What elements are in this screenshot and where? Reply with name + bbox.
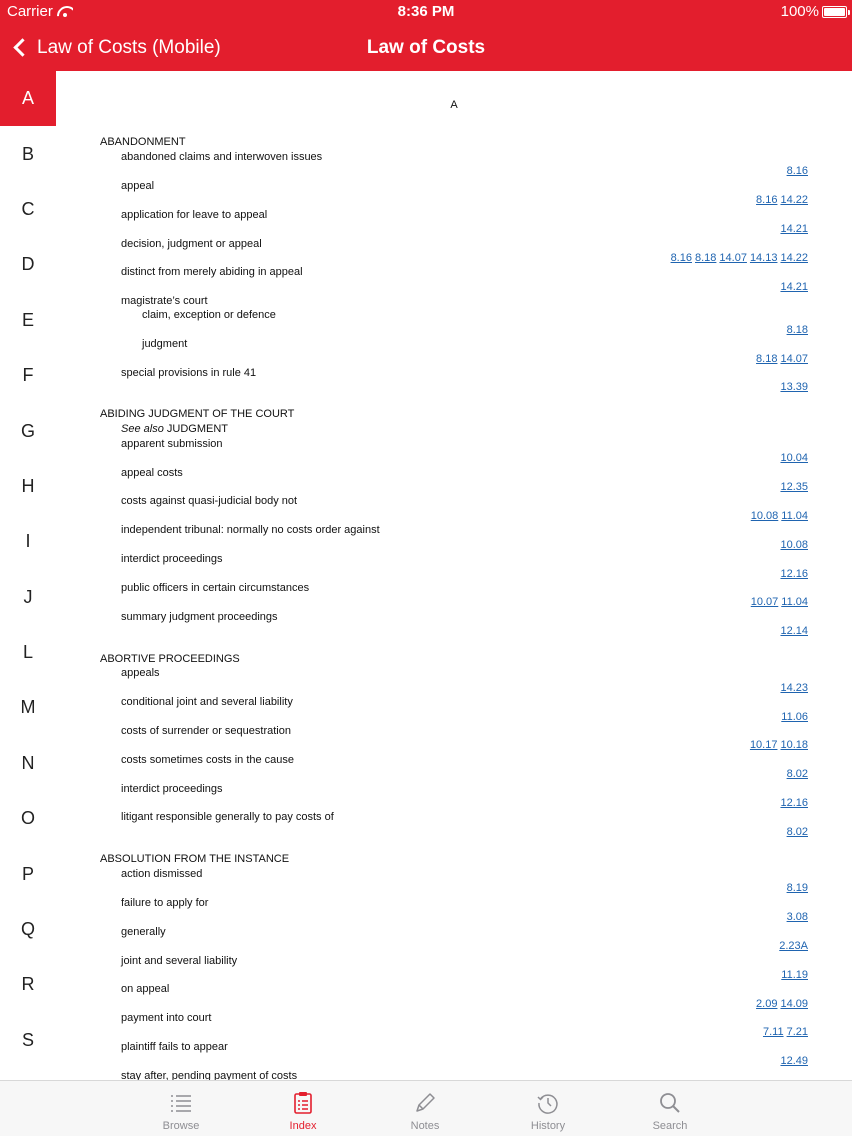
alpha-letter-g[interactable]: G bbox=[20, 420, 35, 441]
index-subentry: appeal costs bbox=[121, 467, 183, 479]
reference-link[interactable]: 12.14 bbox=[780, 625, 808, 637]
reference-link[interactable]: 14.13 bbox=[749, 252, 778, 264]
pencil-icon bbox=[412, 1090, 438, 1116]
index-subentry: decision, judgment or appeal bbox=[121, 238, 262, 250]
reference-links bbox=[777, 539, 808, 551]
reference-link[interactable]: 11.06 bbox=[781, 711, 808, 723]
reference-links bbox=[776, 940, 808, 952]
index-heading: ABSOLUTION FROM THE INSTANCE bbox=[100, 853, 290, 865]
reference-links bbox=[784, 324, 808, 336]
reference-link[interactable]: 8.16 bbox=[756, 194, 778, 206]
back-button[interactable] bbox=[10, 24, 221, 71]
battery-icon bbox=[822, 6, 847, 18]
index-heading: ABIDING JUDGMENT OF THE COURT bbox=[100, 408, 295, 420]
section-letter-heading: A bbox=[450, 99, 458, 111]
reference-links bbox=[777, 797, 808, 809]
reference-links bbox=[777, 381, 808, 393]
index-subentry: action dismissed bbox=[121, 868, 203, 880]
index-heading: ABANDONMENT bbox=[100, 136, 186, 148]
alpha-letter-b[interactable]: B bbox=[21, 143, 34, 164]
index-heading: ABORTIVE PROCEEDINGS bbox=[100, 653, 240, 665]
index-subentry: joint and several liability bbox=[121, 955, 238, 967]
index-subentry: application for leave to appeal bbox=[121, 209, 268, 221]
status-time: 8:36 PM bbox=[397, 3, 455, 20]
reference-link[interactable]: 8.19 bbox=[786, 882, 808, 894]
reference-link[interactable]: 2.09 bbox=[756, 998, 778, 1010]
index-subentry: magistrate’s court bbox=[121, 295, 208, 307]
index-subentry: special provisions in rule 41 bbox=[121, 367, 257, 379]
index-subentry: failure to apply for bbox=[121, 897, 209, 909]
reference-link[interactable]: 12.16 bbox=[780, 797, 808, 809]
reference-link[interactable]: 14.09 bbox=[780, 998, 808, 1010]
alpha-letter-i[interactable]: I bbox=[25, 531, 31, 552]
reference-link[interactable]: 11.19 bbox=[781, 969, 808, 981]
reference-links bbox=[753, 998, 808, 1010]
reference-link[interactable]: 8.18 bbox=[756, 353, 778, 365]
reference-link[interactable]: 14.07 bbox=[719, 252, 747, 264]
reference-links bbox=[753, 194, 808, 206]
tab-label: History bbox=[530, 1120, 566, 1132]
alpha-letter-s[interactable]: S bbox=[21, 1029, 34, 1050]
reference-links bbox=[777, 1055, 808, 1067]
alpha-letter-h[interactable]: H bbox=[21, 475, 35, 496]
alpha-letter-f[interactable]: F bbox=[22, 365, 34, 386]
index-subentry: litigant responsible generally to pay costs of bbox=[121, 811, 334, 823]
index-subentry: appeals bbox=[121, 667, 160, 679]
reference-link[interactable]: 13.39 bbox=[780, 381, 808, 393]
reference-link[interactable]: 8.16 bbox=[670, 252, 692, 264]
reference-links bbox=[668, 252, 808, 264]
index-subentry: costs sometimes costs in the cause bbox=[121, 754, 295, 766]
reference-links bbox=[777, 223, 808, 235]
tab-label: Index bbox=[289, 1120, 317, 1132]
reference-link[interactable]: 8.18 bbox=[694, 252, 717, 264]
reference-link[interactable]: 10.17 bbox=[749, 739, 778, 751]
reference-link[interactable]: 14.21 bbox=[780, 223, 808, 235]
index-subentry: claim, exception or defence bbox=[142, 309, 276, 321]
reference-link[interactable]: 7.11 bbox=[762, 1026, 784, 1038]
reference-link[interactable]: 14.22 bbox=[780, 252, 808, 264]
reference-link[interactable]: 8.16 bbox=[786, 165, 808, 177]
carrier-label: Carrier bbox=[7, 3, 53, 20]
index-subentry: See also JUDGMENT bbox=[121, 423, 228, 435]
index-subentry: interdict proceedings bbox=[121, 783, 223, 795]
reference-link[interactable]: 10.18 bbox=[780, 739, 808, 751]
battery-percent: 100% bbox=[780, 3, 819, 20]
alpha-letter-d[interactable]: D bbox=[21, 254, 35, 275]
reference-link[interactable]: 12.16 bbox=[780, 568, 808, 580]
reference-link[interactable]: 14.22 bbox=[780, 194, 808, 206]
reference-link[interactable]: 10.07 bbox=[750, 596, 779, 608]
alpha-letter-a[interactable]: A bbox=[0, 71, 56, 126]
alpha-letter-j[interactable]: J bbox=[23, 586, 33, 607]
reference-links bbox=[784, 826, 808, 838]
reference-link[interactable]: 10.04 bbox=[780, 452, 808, 464]
reference-links bbox=[760, 1026, 808, 1038]
back-button-label: Law of Costs (Mobile) bbox=[37, 36, 221, 58]
alpha-letter-n[interactable]: N bbox=[21, 752, 35, 773]
reference-link[interactable]: 8.02 bbox=[786, 768, 808, 780]
reference-links bbox=[778, 969, 808, 981]
tab-notes[interactable] bbox=[375, 1081, 475, 1136]
reference-links bbox=[777, 281, 808, 293]
reference-link[interactable]: 8.18 bbox=[786, 324, 808, 336]
reference-links bbox=[784, 882, 808, 894]
index-subentry: public officers in certain circumstances bbox=[121, 582, 310, 594]
alpha-letter-r[interactable]: R bbox=[21, 974, 35, 995]
reference-link[interactable]: 12.35 bbox=[780, 481, 808, 493]
tab-label: Notes bbox=[410, 1120, 440, 1132]
tab-bar bbox=[0, 1080, 852, 1136]
reference-link[interactable]: 10.08 bbox=[750, 510, 779, 522]
alpha-letter-e[interactable]: E bbox=[21, 309, 34, 330]
page-title: Law of Costs bbox=[366, 37, 486, 58]
index-content[interactable] bbox=[56, 71, 852, 1080]
alpha-letter-c[interactable]: C bbox=[21, 198, 35, 219]
reference-links bbox=[777, 481, 808, 493]
index-subentry: apparent submission bbox=[121, 438, 223, 450]
reference-links bbox=[747, 739, 808, 751]
index-subentry: appeal bbox=[121, 180, 155, 192]
index-subentry: plaintiff fails to appear bbox=[121, 1041, 228, 1053]
alpha-letter-p[interactable]: P bbox=[21, 863, 34, 884]
alpha-letter-l[interactable]: L bbox=[22, 642, 33, 663]
reference-link[interactable]: 11.04 bbox=[781, 510, 808, 522]
index-subentry: independent tribunal: normally no costs order against bbox=[121, 524, 380, 536]
reference-links bbox=[748, 510, 808, 522]
index-subentry: generally bbox=[121, 926, 166, 938]
battery-indicator bbox=[781, 3, 847, 20]
alphabet-index-sidebar bbox=[0, 71, 56, 1080]
reference-links bbox=[753, 353, 808, 365]
reference-links bbox=[784, 768, 808, 780]
index-subentry: summary judgment proceedings bbox=[121, 611, 278, 623]
reference-link[interactable]: 10.08 bbox=[780, 539, 808, 551]
search-icon bbox=[657, 1090, 683, 1116]
alpha-letter-q[interactable]: Q bbox=[20, 919, 35, 940]
index-subentry: interdict proceedings bbox=[121, 553, 223, 565]
reference-link[interactable]: 12.49 bbox=[780, 1055, 808, 1067]
reference-link[interactable]: 14.07 bbox=[780, 353, 808, 365]
index-icon bbox=[290, 1090, 316, 1116]
reference-links bbox=[784, 165, 808, 177]
reference-links bbox=[784, 911, 808, 923]
index-subentry: abandoned claims and interwoven issues bbox=[121, 151, 323, 163]
reference-links bbox=[748, 596, 808, 608]
reference-links bbox=[777, 568, 808, 580]
index-subentry: conditional joint and several liability bbox=[121, 696, 293, 708]
index-subentry: judgment bbox=[142, 338, 188, 350]
reference-links bbox=[778, 711, 808, 723]
tab-index[interactable] bbox=[253, 1081, 353, 1136]
tab-browse[interactable] bbox=[131, 1081, 231, 1136]
status-bar bbox=[0, 0, 852, 24]
index-subentry: payment into court bbox=[121, 1012, 212, 1024]
reference-link[interactable]: 8.02 bbox=[786, 826, 808, 838]
alpha-letter-m[interactable]: M bbox=[20, 697, 36, 718]
index-subentry: costs against quasi-judicial body not bbox=[121, 495, 298, 507]
reference-link[interactable]: 11.04 bbox=[781, 596, 808, 608]
tab-label: Browse bbox=[162, 1120, 200, 1132]
list-icon bbox=[168, 1090, 194, 1116]
reference-links bbox=[777, 452, 808, 464]
index-subentry: distinct from merely abiding in appeal bbox=[121, 266, 303, 278]
tab-label: Search bbox=[652, 1120, 688, 1132]
reference-link[interactable]: 2.23A bbox=[779, 940, 808, 952]
reference-link[interactable]: 14.23 bbox=[780, 682, 808, 694]
alpha-letter-o[interactable]: O bbox=[20, 808, 35, 829]
reference-link[interactable]: 3.08 bbox=[786, 911, 808, 923]
reference-links bbox=[777, 625, 808, 637]
reference-link[interactable]: 14.21 bbox=[780, 281, 808, 293]
tab-history[interactable] bbox=[498, 1081, 598, 1136]
clock-icon bbox=[535, 1090, 561, 1116]
index-subentry: stay after, pending payment of costs bbox=[121, 1070, 298, 1080]
index-subentry: costs of surrender or sequestration bbox=[121, 725, 291, 737]
reference-link[interactable]: 7.21 bbox=[786, 1026, 808, 1038]
chevron-left-icon bbox=[13, 38, 31, 56]
tab-search[interactable] bbox=[620, 1081, 720, 1136]
index-subentry: on appeal bbox=[121, 983, 170, 995]
navigation-bar bbox=[0, 24, 852, 71]
reference-links bbox=[777, 682, 808, 694]
